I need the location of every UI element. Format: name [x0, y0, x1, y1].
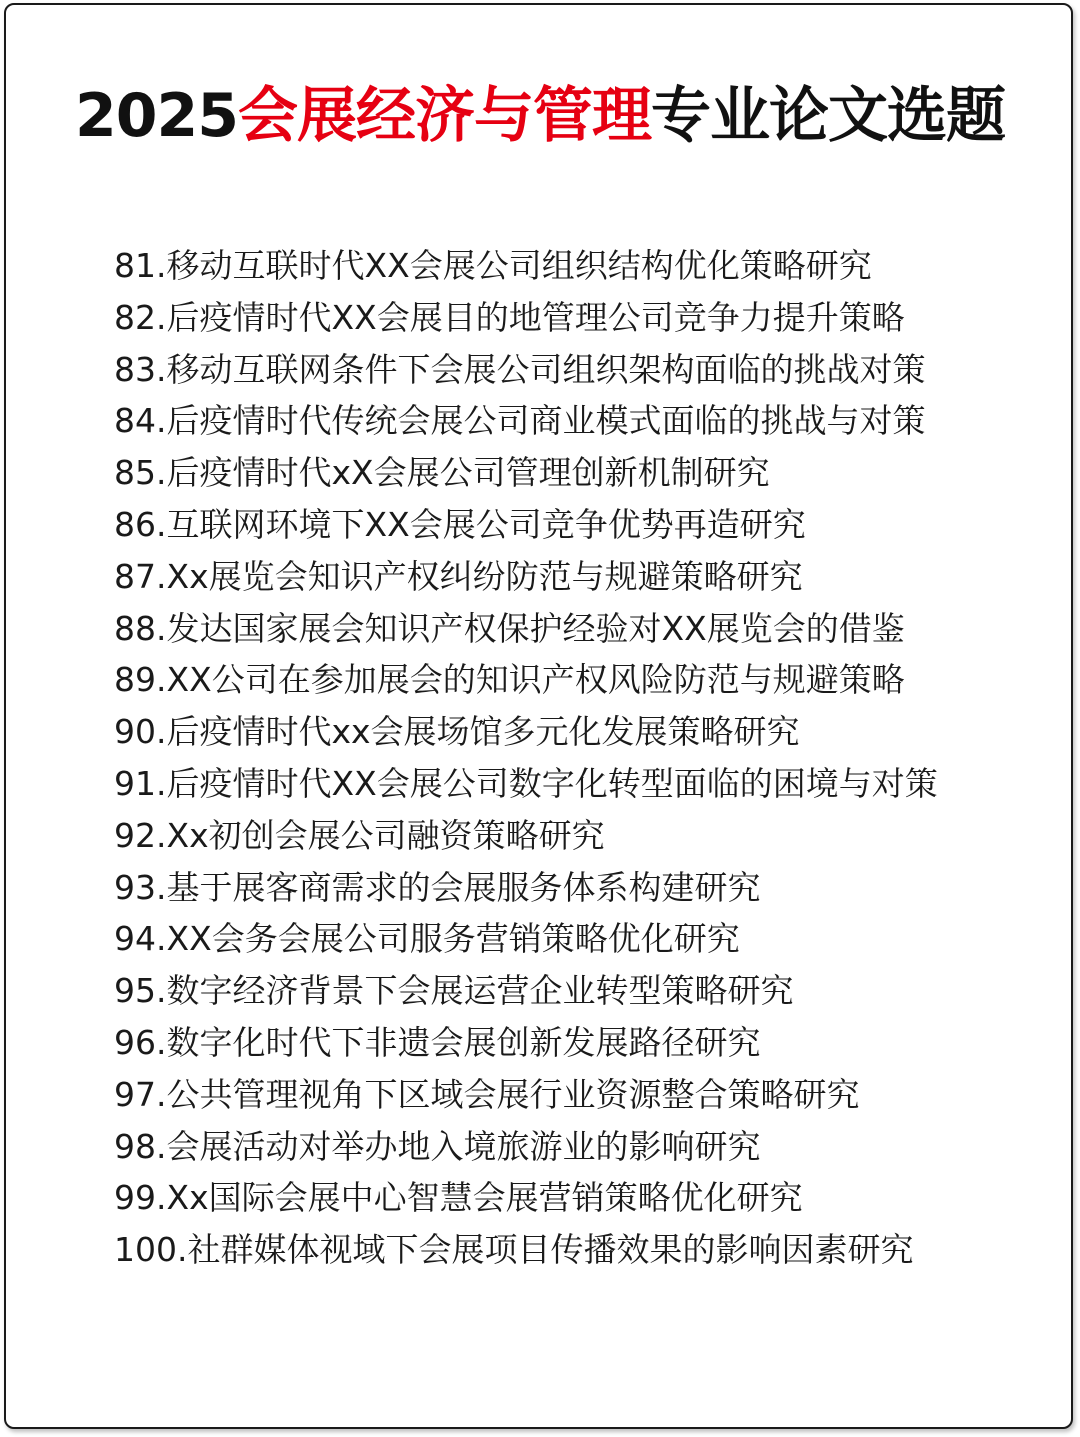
topic-item: 93.基于展客商需求的会展服务体系构建研究 — [114, 867, 761, 907]
topic-item: 94.XX会务会展公司服务营销策略优化研究 — [114, 919, 740, 959]
title-highlight: 会展经济与管理 — [238, 81, 651, 151]
topic-item: 89.XX公司在参加展会的知识产权风险防范与规避策略 — [114, 660, 905, 700]
topic-item: 100.社群媒体视域下会展项目传播效果的影响因素研究 — [114, 1230, 914, 1270]
topic-item: 83.移动互联网条件下会展公司组织架构面临的挑战对策 — [114, 349, 926, 389]
topic-item: 88.发达国家展会知识产权保护经验对XX展览会的借鉴 — [114, 608, 905, 648]
topic-item: 99.Xx国际会展中心智慧会展营销策略优化研究 — [114, 1178, 803, 1218]
topic-item: 92.Xx初创会展公司融资策略研究 — [114, 815, 605, 855]
topic-item: 90.后疫情时代xx会展场馆多元化发展策略研究 — [114, 712, 800, 752]
topic-item: 86.互联网环境下XX会展公司竞争优势再造研究 — [114, 504, 806, 544]
title-suffix: 专业论文选题 — [651, 81, 1005, 151]
topic-item: 84.后疫情时代传统会展公司商业模式面临的挑战与对策 — [114, 401, 926, 441]
topic-item: 82.后疫情时代XX会展目的地管理公司竞争力提升策略 — [114, 297, 905, 337]
title-year: 2025 — [75, 81, 238, 151]
topic-item: 91.后疫情时代XX会展公司数字化转型面临的困境与对策 — [114, 763, 938, 803]
topic-item: 97.公共管理视角下区域会展行业资源整合策略研究 — [114, 1074, 860, 1114]
topic-item: 95.数字经济背景下会展运营企业转型策略研究 — [114, 971, 794, 1011]
topic-item: 81.移动互联时代XX会展公司组织结构优化策略研究 — [114, 246, 872, 285]
topic-item: 85.后疫情时代xX会展公司管理创新机制研究 — [114, 453, 770, 493]
page-title — [0, 76, 1080, 156]
topic-list — [114, 240, 1034, 1276]
topic-item: 87.Xx展览会知识产权纠纷防范与规避策略研究 — [114, 556, 803, 596]
topic-item: 96.数字化时代下非遗会展创新发展路径研究 — [114, 1022, 761, 1062]
topic-item: 98.会展活动对举办地入境旅游业的影响研究 — [114, 1126, 761, 1166]
